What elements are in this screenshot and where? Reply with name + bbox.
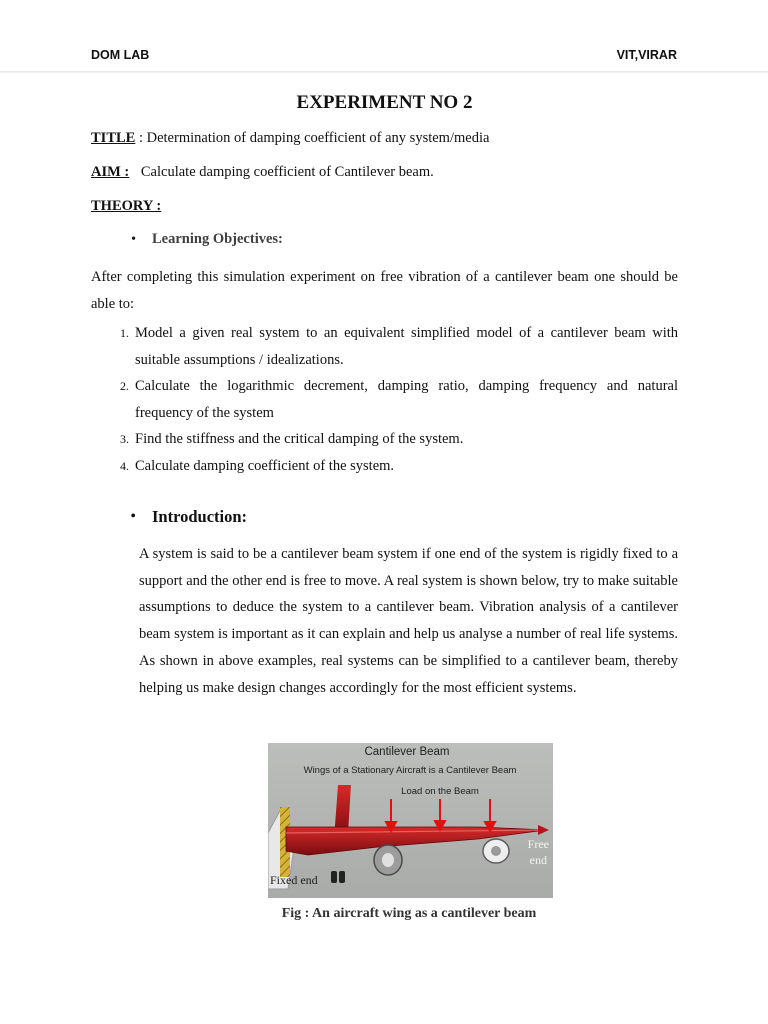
load-label: Load on the Beam <box>401 786 479 797</box>
list-item <box>91 426 678 453</box>
header-right: VIT,VIRAR <box>616 48 677 62</box>
document-body <box>91 92 678 701</box>
list-number: 2. <box>120 379 129 393</box>
list-item <box>91 320 678 373</box>
header-rule <box>0 71 768 73</box>
bullet-icon: • <box>130 508 136 525</box>
free-end-label-2: end <box>529 853 547 867</box>
title-label: TITLE <box>91 130 136 146</box>
aim-text: Calculate damping coefficient of Cantilever beam. <box>140 164 434 180</box>
aim-label: AIM : <box>91 164 130 180</box>
bullet-icon: • <box>131 231 136 247</box>
introduction-bullet <box>91 507 678 527</box>
list-number: 1. <box>120 326 129 340</box>
figure-caption: Fig : An aircraft wing as a cantilever beam <box>281 906 537 921</box>
learning-objectives-bullet <box>91 231 678 248</box>
list-item <box>91 453 678 480</box>
header-left: DOM LAB <box>91 48 150 62</box>
experiment-title: EXPERIMENT NO 2 <box>296 92 473 113</box>
objectives-intro: After completing this simulation experiment on free vibration of a cantilever beam one should be able to: <box>91 269 678 312</box>
cantilever-figure <box>268 743 553 898</box>
list-item-text: Calculate the logarithmic decrement, damping ratio, damping frequency and natural frequency of the system <box>135 378 678 421</box>
free-end-label-1: Free <box>527 837 549 851</box>
learning-objectives-heading: Learning Objectives: <box>152 231 283 247</box>
introduction-text: A system is said to be a cantilever beam system if one end of the system is rigidly fixed to a support and the other end is free to move. A real system is shown below, try to make suitable assumptions to deduce the system to a cantilever beam. Vibration analysis of a cantilever beam system is important as it can explain and help us analyse a number of real life systems. As shown in above examples, real systems can be simplified to a cantilever beam, thereby helping us make design changes accordingly for the most efficient systems. <box>139 546 678 696</box>
theory-line <box>91 197 678 215</box>
introduction-heading: Introduction: <box>152 507 248 526</box>
aim-line <box>91 163 678 181</box>
list-number: 4. <box>120 458 129 473</box>
aircraft-wing-image <box>268 743 553 898</box>
fixed-end-label: Fixed end <box>270 873 318 887</box>
title-text: : Determination of damping coefficient of any system/media <box>135 130 490 146</box>
list-item <box>91 373 678 426</box>
figure-subtitle: Wings of a Stationary Aircraft is a Cantilever Beam <box>303 765 517 776</box>
figure-title: Cantilever Beam <box>364 746 450 758</box>
list-item-text: Find the stiffness and the critical damping of the system. <box>135 431 464 447</box>
page-header <box>91 48 677 62</box>
list-item-text: Model a given real system to an equivalent simplified model of a cantilever beam with suitable assumptions / idealizations. <box>135 325 678 368</box>
theory-label: THEORY : <box>91 198 162 214</box>
objectives-list <box>91 320 678 479</box>
list-number: 3. <box>120 432 129 446</box>
list-item-text: Calculate damping coefficient of the system. <box>135 457 395 474</box>
title-line <box>91 129 678 147</box>
